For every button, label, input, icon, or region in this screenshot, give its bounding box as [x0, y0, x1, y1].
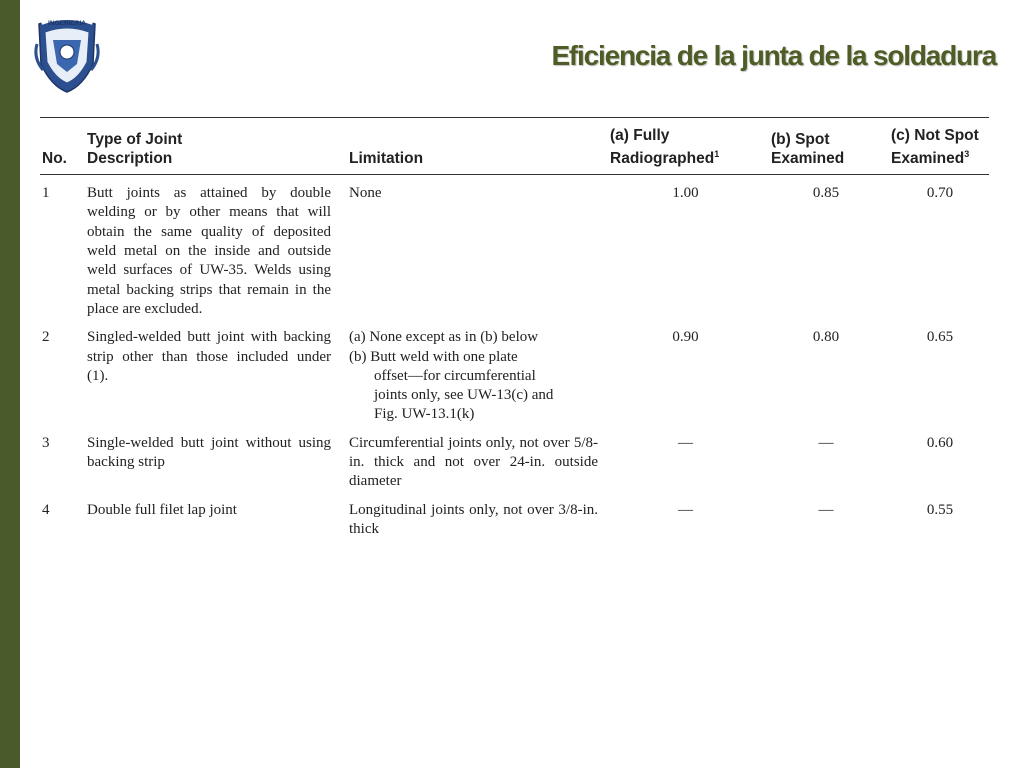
- spot-examined-value: 0.85: [812, 185, 840, 202]
- spot-examined-value: —: [818, 434, 834, 451]
- limitation-cell: Circumferential joints only, not over 5/8-in. thick and not over 24-in. outside diameter: [349, 434, 598, 490]
- spot-examined-value: 0.80: [812, 329, 840, 346]
- not-spot-examined-value: 0.55: [926, 501, 954, 518]
- limitation-cell: Longitudinal joints only, not over 3/8-in. thick: [349, 501, 598, 537]
- joint-description: Singled-welded butt joint with backing strip other than those included under (1).: [87, 329, 331, 384]
- joint-description: Butt joints as attained by double welding or by other means that will obtain the same quality of deposited weld metal on the inside and outside weld surfaces of UW-35. Welds using metal backing strips that remain in the place are excluded.: [87, 185, 331, 317]
- table-header-row: [40, 118, 989, 175]
- header-limitation: Limitation: [349, 118, 610, 175]
- joint-efficiency-table: [40, 117, 989, 548]
- fully-radiographed-value: —: [678, 434, 693, 451]
- header-spot-examined: (b) Spot Examined: [761, 118, 891, 175]
- row-number: 2: [42, 329, 50, 346]
- row-number: 3: [42, 434, 50, 451]
- logo-text: INGENIERIA: [48, 20, 86, 27]
- joint-description: Double full filet lap joint: [87, 501, 237, 518]
- table-row: [40, 501, 989, 549]
- joint-description: Single-welded butt joint without using backing strip: [87, 434, 331, 471]
- slide-title: Eficiencia de la junta de la soldadura: [551, 40, 996, 71]
- not-spot-examined-value: 0.70: [926, 185, 954, 202]
- limitation-cell: None: [349, 185, 382, 202]
- row-number: 4: [42, 501, 50, 518]
- header-type-of-joint: Type of Joint Description: [87, 118, 349, 175]
- fully-radiographed-value: 0.90: [672, 329, 699, 346]
- header-fully-radiographed: (a) Fully Radiographed$^1$: [610, 118, 761, 175]
- table-row: [40, 328, 989, 433]
- fully-radiographed-value: —: [678, 501, 693, 518]
- row-number: 1: [42, 185, 50, 202]
- limitation-cell: (a) None except as in (b) below (b) Butt weld with one plate offset—for circumferential joints only, see UW-13(c) and Fig. UW-13.1(k): [349, 329, 554, 423]
- unam-ingenieria-seal-icon: [33, 14, 101, 94]
- not-spot-examined-value: 0.60: [926, 434, 954, 451]
- header-no: No.: [40, 118, 87, 175]
- header-not-spot-examined: (c) Not Spot Examined$^3$: [891, 118, 989, 175]
- table-row: [40, 434, 989, 501]
- fully-radiographed-value: 1.00: [672, 185, 699, 202]
- table-row: [40, 175, 989, 329]
- spot-examined-value: —: [818, 501, 834, 518]
- left-accent-bar: [0, 0, 20, 768]
- not-spot-examined-value: 0.65: [926, 329, 954, 346]
